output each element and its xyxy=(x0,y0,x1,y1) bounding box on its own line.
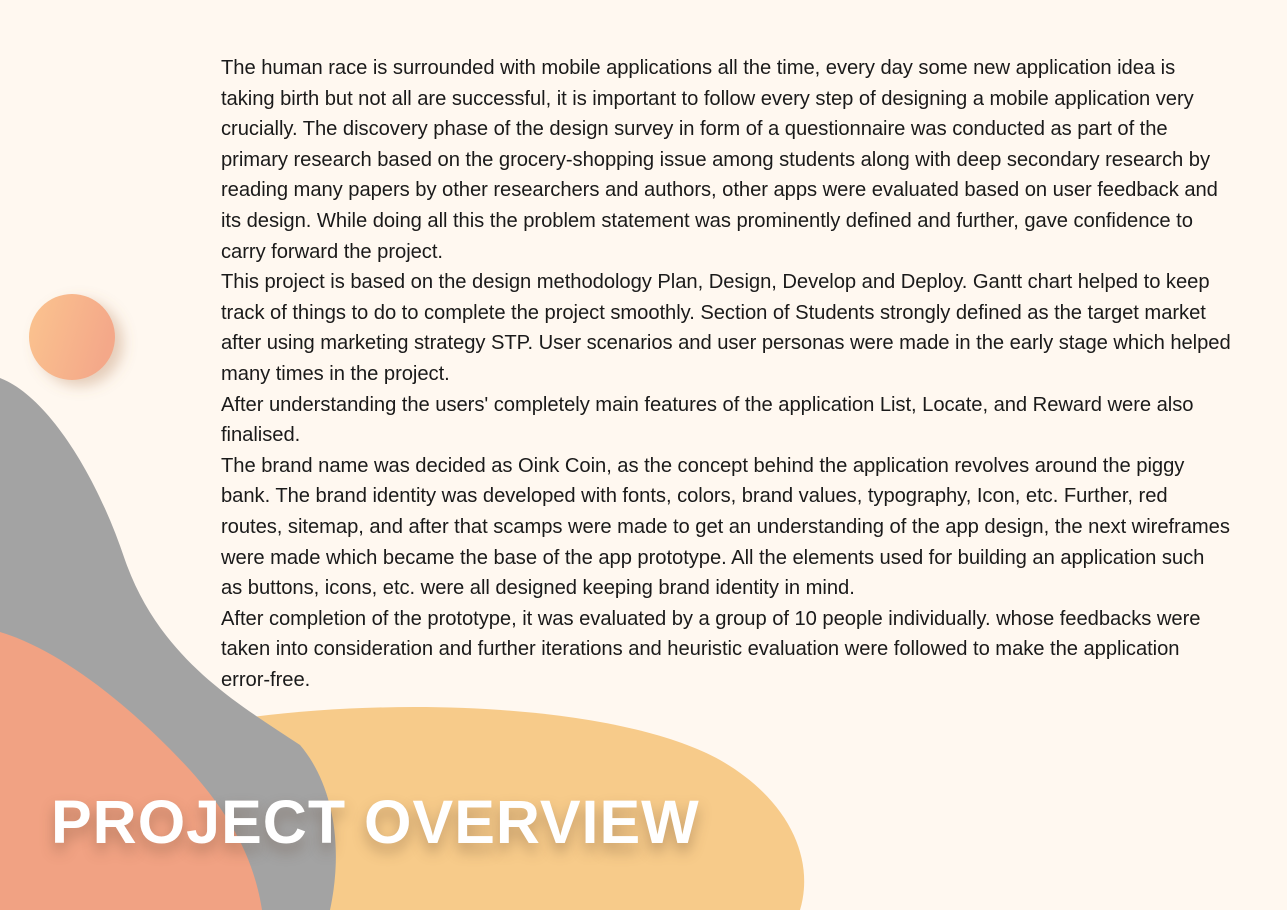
orange-circle xyxy=(29,294,115,380)
paragraph-methodology: This project is based on the design methodology Plan, Design, Develop and Deploy. Gantt chart helped to keep track of things to do to complete the project smoothly. Section of Students strongly defined as the target market after using marketing strategy STP. User scenarios and user personas were made in the early stage which helped many times in the project. xyxy=(221,271,1231,385)
page-title: PROJECT OVERVIEW xyxy=(51,788,700,856)
paragraph-features: After understanding the users' completely main features of the application List, Locate, and Reward were also finalised. xyxy=(221,393,1194,447)
paragraph-brand: The brand name was decided as Oink Coin, as the concept behind the application revolves around the piggy bank. The brand identity was developed with fonts, colors, brand values, typography, Icon, etc. Further, red routes, sitemap, and after that scamps were made to get an understanding of the app design, the next wireframes were made which became the base of the app prototype. All the elements used for building an application such as buttons, icons, etc. were all designed keeping brand identity in mind. xyxy=(221,454,1230,600)
overview-body-text xyxy=(221,53,1231,695)
paragraph-discovery: The human race is surrounded with mobile applications all the time, every day some new application idea is taking birth but not all are successful, it is important to follow every step of designing a mobile application very crucially. The discovery phase of the design survey in form of a questionnaire was conducted as part of the primary research based on the grocery-shopping issue among students along with deep secondary research by reading many papers by other researchers and authors, other apps were evaluated based on user feedback and its design. While doing all this the problem statement was prominently defined and further, gave confidence to carry forward the project. xyxy=(221,57,1218,263)
paragraph-evaluation: After completion of the prototype, it was evaluated by a group of 10 people individually. whose feedbacks were taken into consideration and further iterations and heuristic evaluation were followed to make the application error-free. xyxy=(221,607,1201,691)
